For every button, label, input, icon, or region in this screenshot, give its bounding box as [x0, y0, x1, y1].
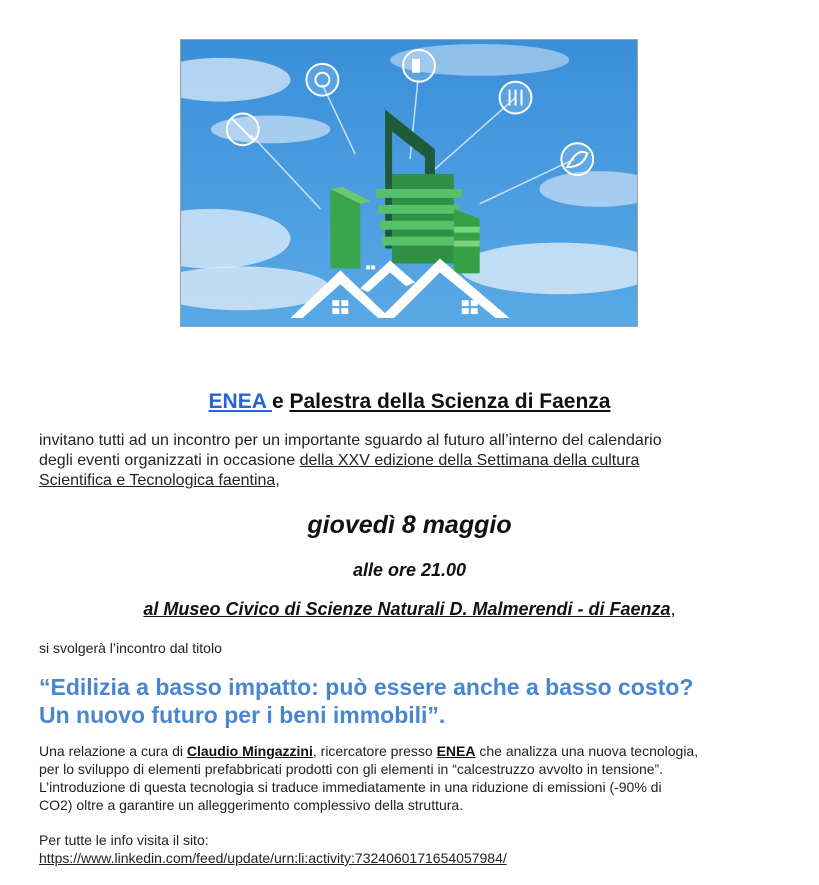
talk-description [39, 742, 799, 814]
description-line-2: per lo sviluppo di elementi prefabbricati prodotti con gli elementi in “calcestruzzo avvolto in tensione”. [39, 761, 664, 777]
intro-paragraph [39, 431, 799, 491]
talk-title [39, 673, 799, 729]
description-middle: , ricercatore presso [312, 743, 437, 759]
description-suffix: che analizza una nuova tecnologia, [475, 743, 699, 759]
event-place-link[interactable]: al Museo Civico di Scienze Naturali D. Malmerendi - di Faenza [143, 599, 671, 619]
event-place-suffix: , [670, 599, 676, 619]
linkedin-link[interactable]: https://www.linkedin.com/feed/update/urn:li:activity:7324060171654057984/ [39, 850, 507, 866]
intro-line-2 [39, 451, 799, 471]
heating-icon [500, 82, 532, 114]
description-line-3: L’introduzione di questa tecnologia si traduce immediatamente in una riduzione di emissioni (-90% di [39, 779, 662, 795]
intro-line-2-text: degli eventi organizzati in occasione [39, 452, 300, 469]
hero-image [180, 39, 638, 327]
palestra-link[interactable]: Palestra della Scienza di Faenza [289, 390, 611, 413]
event-time: alle ore 21.00 [352, 560, 467, 580]
talk-lead-text: si svolgerà l’incontro dal titolo [39, 640, 222, 656]
description-prefix: Una relazione a cura di [39, 743, 187, 759]
info-label: Per tutte le info visita il sito: [39, 832, 209, 848]
no-smoke-icon [227, 113, 259, 145]
speaker-icon [403, 50, 435, 82]
intro-line-3 [39, 471, 799, 491]
intro-line-1: invitano tutti ad un incontro per un importante sguardo al futuro all’interno del calendario [39, 432, 662, 449]
settimana-link-part-2[interactable]: Scientifica e Tecnologica faentina [39, 472, 276, 489]
speaker-name: Claudio Mingazzini [186, 743, 313, 759]
intro-line-3-suffix: , [275, 472, 280, 489]
event-place [0, 598, 819, 620]
info-section [39, 831, 799, 867]
talk-title-line-1: “Edilizia a basso impatto: può essere anche a basso costo? [39, 674, 694, 700]
leaf-icon [561, 143, 593, 175]
talk-title-line-2: Un nuovo futuro per i beni immobili”. [39, 702, 446, 728]
enea-link[interactable]: ENEA [208, 390, 272, 413]
description-line-4: CO2) oltre a garantire un alleggerimento complessivo della struttura. [39, 797, 464, 813]
title-connector: e [271, 390, 290, 413]
settimana-link-part-1[interactable]: della XXV edizione della Settimana della cultura [299, 452, 640, 469]
event-date: giovedì 8 maggio [307, 511, 512, 539]
sun-gear-icon [306, 64, 338, 96]
org-name: ENEA [436, 743, 476, 759]
description-line-1 [39, 742, 799, 760]
event-organizers-title [0, 389, 819, 415]
